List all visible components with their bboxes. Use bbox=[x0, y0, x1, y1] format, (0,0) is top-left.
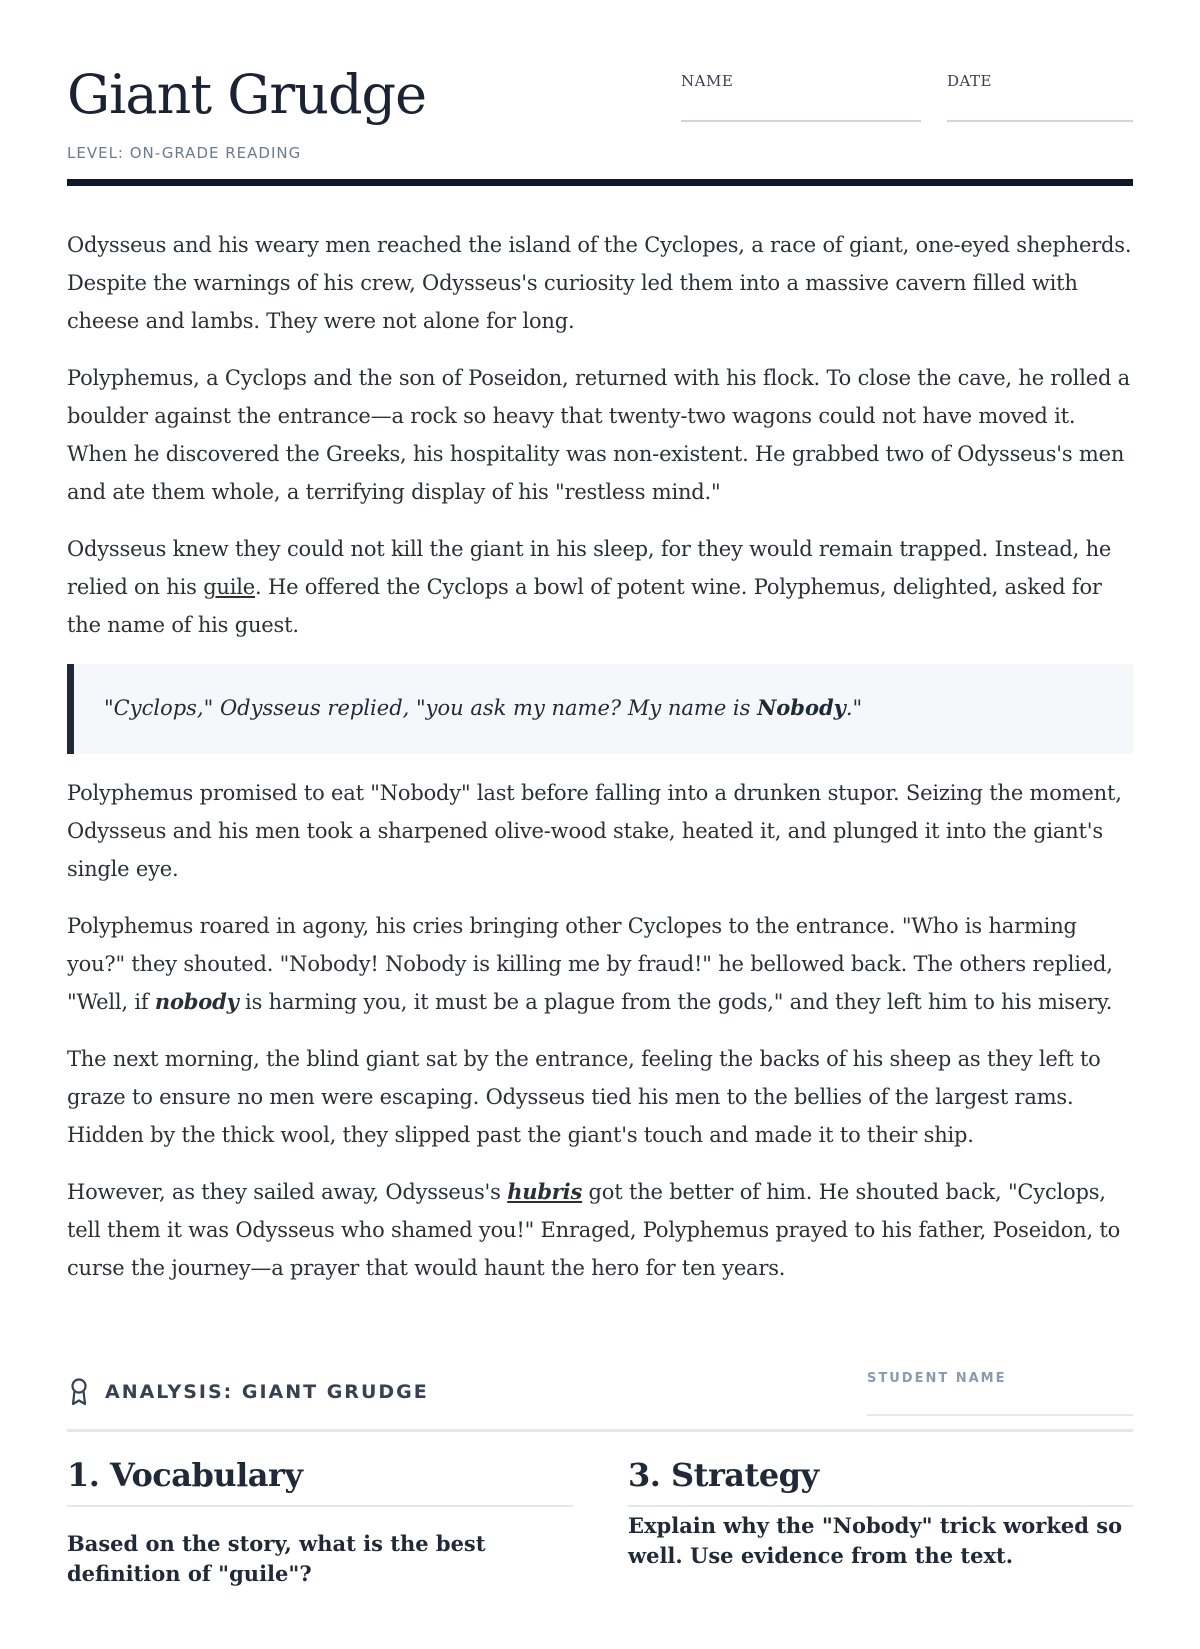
date-label: DATE bbox=[947, 72, 992, 90]
student-name-label: STUDENT NAME bbox=[867, 1371, 1007, 1386]
strategy-heading: 3. Strategy bbox=[628, 1456, 819, 1494]
text-run: Polyphemus roared in agony, his cries bringing other Cyclopes to the entrance. "Who is harming you?" they shouted. "Nobody! Nobody is killing me by fraud!" he bellowed back. The others replied, "Well, if bbox=[67, 914, 1113, 1014]
story-paragraph-7 bbox=[67, 1173, 1133, 1287]
story-paragraph-4: Polyphemus promised to eat "Nobody" last before falling into a drunken stupor. Seizing the moment, Odysseus and his men took a sharpened olive-wood stake, heated it, and plunged it into the giant's single eye. bbox=[67, 781, 1122, 881]
name-label: NAME bbox=[681, 72, 734, 90]
story-paragraph-5 bbox=[67, 907, 1133, 1021]
text-run: . He offered the Cyclops a bowl of potent wine. Polyphemus, delighted, asked for the name of his guest. bbox=[67, 575, 1102, 637]
text-run: However, as they sailed away, Odysseus's bbox=[67, 1180, 508, 1204]
name-field[interactable] bbox=[681, 72, 921, 122]
pull-quote bbox=[67, 664, 1133, 754]
vocabulary-section bbox=[67, 1456, 573, 1589]
analysis-divider bbox=[67, 1429, 1133, 1432]
vocab-word-hubris: hubris bbox=[507, 1179, 583, 1204]
text-run: is harming you, it must be a plague from the gods," and they left him to his misery. bbox=[238, 990, 1113, 1014]
header-divider bbox=[67, 179, 1133, 186]
quote-text: "Cyclops," Odysseus replied, "you ask my name? My name is bbox=[104, 696, 758, 720]
quote-emphasis: Nobody bbox=[757, 695, 846, 720]
analysis-header bbox=[67, 1377, 429, 1407]
date-field[interactable] bbox=[947, 72, 1133, 122]
award-ribbon-icon bbox=[67, 1377, 91, 1407]
strategy-section bbox=[628, 1456, 1133, 1571]
strategy-question: Explain why the "Nobody" trick worked so well. Use evidence from the text. bbox=[628, 1513, 1123, 1568]
worksheet-header bbox=[67, 0, 1133, 186]
section-divider bbox=[67, 1505, 573, 1507]
vocab-word-guile: guile bbox=[203, 575, 256, 599]
vocabulary-question: Based on the story, what is the best definition of "guile"? bbox=[67, 1531, 486, 1586]
text-run: got the better of him. He shouted back, "Cyclops, tell them it was Odysseus who shamed you!" Enraged, Polyphemus prayed to his father, Poseidon, to curse the journey—a prayer that would haunt the hero for ten years. bbox=[67, 1180, 1121, 1280]
analysis-section bbox=[67, 1329, 1133, 1649]
story-paragraph-3 bbox=[67, 530, 1133, 644]
section-divider bbox=[628, 1505, 1133, 1507]
story-paragraph-2: Polyphemus, a Cyclops and the son of Poseidon, returned with his flock. To close the cave, he rolled a boulder against the entrance—a rock so heavy that twenty-two wagons could not have moved it. When he discovered the Greeks, his hospitality was non-existent. He grabbed two of Odysseus's men and ate them whole, a terrifying display of his "restless mind." bbox=[67, 366, 1130, 504]
story-paragraph-1: Odysseus and his weary men reached the island of the Cyclopes, a race of giant, one-eyed shepherds. Despite the warnings of his crew, Odysseus's curiosity led them into a massive cavern filled with cheese and lambs. They were not alone for long. bbox=[67, 233, 1132, 333]
story-text bbox=[67, 226, 1133, 1287]
name-line[interactable] bbox=[681, 120, 921, 122]
date-line[interactable] bbox=[947, 120, 1133, 122]
emphasis-nobody: nobody bbox=[154, 989, 239, 1014]
reading-level: LEVEL: ON-GRADE READING bbox=[67, 144, 302, 162]
analysis-title: ANALYSIS: GIANT GRUDGE bbox=[105, 1381, 429, 1403]
text-run: Odysseus knew they could not kill the giant in his sleep, for they would remain trapped. Instead, he relied on his bbox=[67, 537, 1112, 599]
story-paragraph-6: The next morning, the blind giant sat by the entrance, feeling the backs of his sheep as they left to graze to ensure no men were escaping. Odysseus tied his men to the bellies of the largest rams. Hidden by the thick wool, they slipped past the giant's touch and made it to their ship. bbox=[67, 1047, 1101, 1147]
student-name-line[interactable] bbox=[867, 1414, 1133, 1416]
quote-text: ." bbox=[845, 696, 863, 720]
student-name-field[interactable] bbox=[867, 1371, 1133, 1416]
page-title: Giant Grudge bbox=[67, 63, 427, 126]
vocabulary-heading: 1. Vocabulary bbox=[67, 1456, 303, 1494]
